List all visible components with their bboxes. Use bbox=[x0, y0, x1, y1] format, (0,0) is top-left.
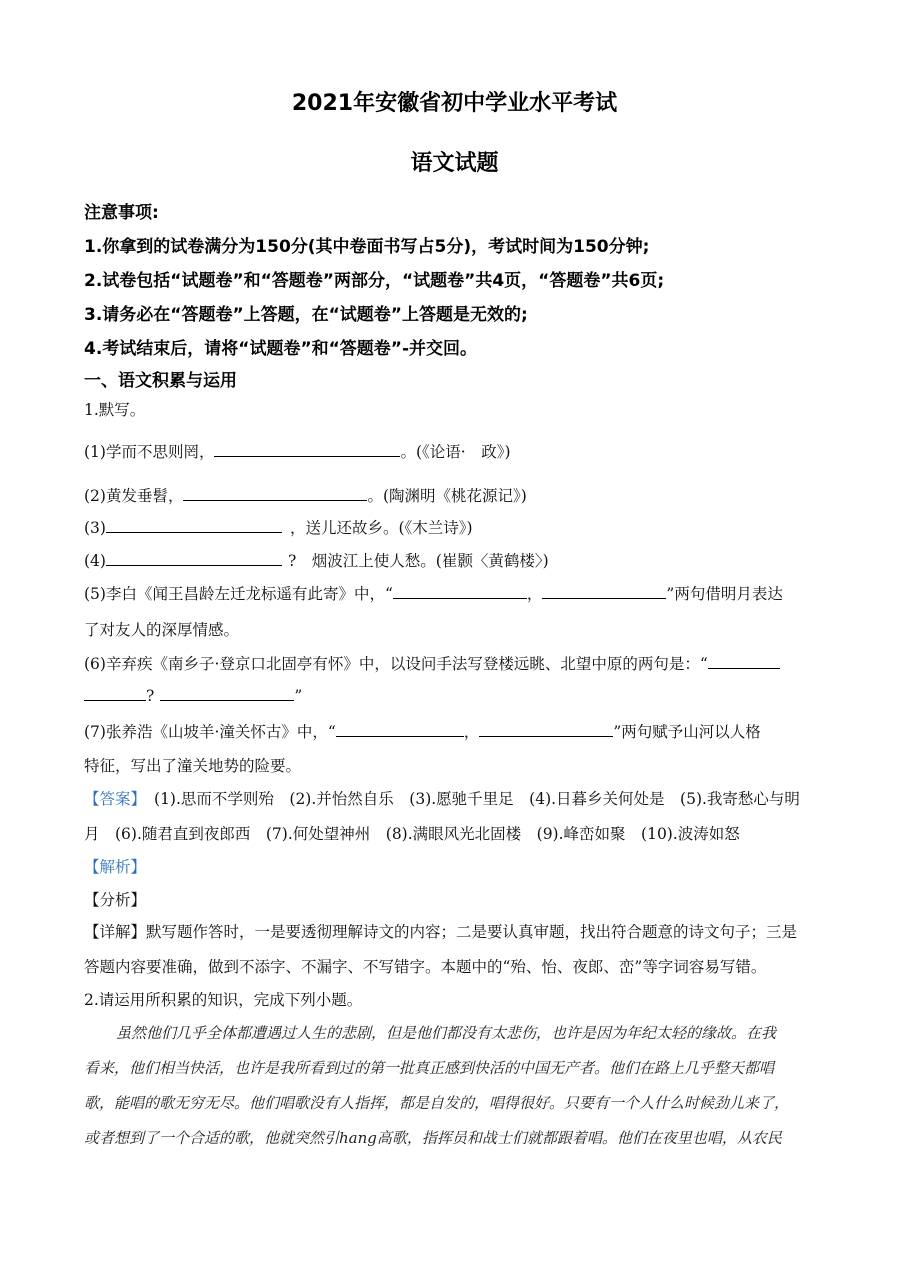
passage-line: 虽然他们几乎全体都遭遇过人生的悲剧，但是他们都没有太悲伤，也许是因为年纪太轻的缘故。在我 bbox=[116, 1024, 777, 1042]
answer-line-cont: 月 (6).随君直到夜郎西 (7).何处望神州 (8).满眼风光北固楼 (9).峰峦如聚 (10).波涛如怒 bbox=[84, 825, 740, 843]
q1-item-6: (6)辛弃疾《南乡子·登京口北固亭有怀》中，以设问手法写登楼远眺、北望中原的两句是：“ bbox=[84, 652, 780, 674]
answer-blank[interactable] bbox=[106, 551, 282, 566]
answer-blank[interactable] bbox=[479, 722, 613, 737]
q1-item-4: (4) ? 烟波江上使人愁。(崔颢〈黄鹤楼〉) bbox=[84, 552, 549, 570]
passage-line: 或者想到了一个合适的歌，他就突然引hang高歌，指挥员和战士们就都跟着唱。他们在夜里也唱，从农民 bbox=[84, 1129, 782, 1147]
detail-text: 【详解】默写题作答时，一是要透彻理解诗文的内容；二是要认真审题，找出符合题意的诗文句子；三是 bbox=[84, 923, 798, 941]
q1-item-5-cont: 了对友人的深厚情感。 bbox=[84, 621, 240, 639]
exam-subtitle: 语文试题 bbox=[410, 151, 499, 176]
answer-blank[interactable] bbox=[393, 584, 527, 599]
answer-blank[interactable] bbox=[214, 442, 400, 457]
q1-item-7-cont: 特征，写出了潼关地势的险要。 bbox=[84, 757, 302, 775]
q1-item-3: (3) ，送儿还故乡。(《木兰诗》) bbox=[84, 519, 473, 537]
q1-stem: 1.默写。 bbox=[84, 401, 146, 419]
q1-item-7: (7)张养浩《山坡羊·潼关怀古》中，“ ， ”两句赋予山河以人格 bbox=[84, 723, 761, 741]
q2-stem: 2.请运用所积累的知识，完成下列小题。 bbox=[84, 991, 363, 1009]
answer-line: 【答案】 (1).思而不学则殆 (2).并怡然自乐 (3).愿驰千里足 (4).日暮乡关何处是 (5).我寄愁心与明 bbox=[84, 790, 800, 808]
q1-item-6-cont: ? ” bbox=[84, 686, 302, 705]
note-item: 3.请务必在“答题卷”上答题，在“试题卷”上答题是无效的; bbox=[84, 305, 528, 325]
section-heading: 一、语文积累与运用 bbox=[84, 371, 237, 391]
q1-item-1: (1)学而不思则罔， 。(《论语· 政》) bbox=[84, 443, 511, 461]
answer-blank[interactable] bbox=[84, 686, 146, 701]
answer-blank[interactable] bbox=[160, 686, 294, 701]
analysis-tag: 【解析】 bbox=[84, 858, 147, 876]
note-item: 1.你拿到的试卷满分为150分(其中卷面书写占5分)，考试时间为150分钟; bbox=[84, 237, 650, 257]
detail-text-cont: 答题内容要准确，做到不添字、不漏字、不写错字。本题中的“殆、怡、夜郎、峦”等字词容易写错。 bbox=[84, 958, 767, 976]
note-item: 2.试卷包括“试题卷”和“答题卷”两部分，“试题卷”共4页，“答题卷”共6页; bbox=[84, 271, 665, 291]
passage-line: 歌，能唱的歌无穷无尽。他们唱歌没有人指挥，都是自发的，唱得很好。只要有一个人什么时候劲儿来了， bbox=[84, 1094, 790, 1112]
q1-item-2: (2)黄发垂髫， 。(陶渊明《桃花源记》) bbox=[84, 487, 527, 505]
answer-tag: 【答案】 bbox=[84, 790, 147, 808]
fenxi-tag: 【分析】 bbox=[84, 891, 147, 909]
answer-blank[interactable] bbox=[336, 722, 464, 737]
passage-line: 看来，他们相当快活，也许是我所看到过的第一批真正感到快活的中国无产者。他们在路上几乎整天都唱 bbox=[84, 1059, 775, 1077]
answer-blank[interactable] bbox=[708, 654, 780, 669]
notes-heading: 注意事项: bbox=[84, 203, 159, 223]
answer-blank[interactable] bbox=[106, 518, 282, 533]
note-item: 4.考试结束后，请将“试题卷”和“答题卷”-并交回。 bbox=[84, 339, 478, 359]
answer-blank[interactable] bbox=[542, 584, 666, 599]
exam-title: 2021年安徽省初中学业水平考试 bbox=[291, 91, 618, 116]
answer-blank[interactable] bbox=[183, 486, 367, 501]
q1-item-5: (5)李白《闻王昌龄左迁龙标遥有此寄》中，“ ， ”两句借明月表达 bbox=[84, 585, 783, 603]
